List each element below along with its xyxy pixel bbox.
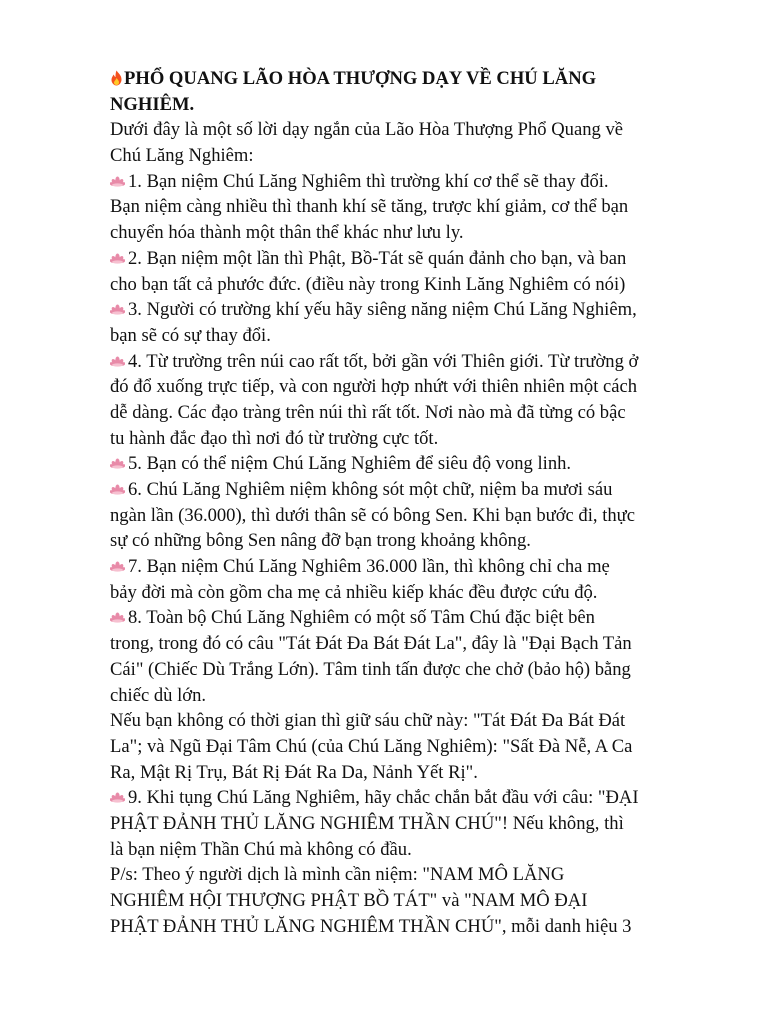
item-line [110, 503, 700, 529]
line-text: tu hành đắc đạo thì nơi đó từ trường cực tốt. [110, 427, 439, 449]
item-line [110, 657, 700, 683]
line-text: chiếc dù lớn. [110, 684, 207, 706]
line-text: 4. Từ trường trên núi cao rất tốt, bởi gần với Thiên giới. Từ trường ở [128, 350, 639, 372]
item-line [110, 631, 700, 657]
item-line [110, 246, 700, 272]
line-text: 3. Người có trường khí yếu hãy siêng năng niệm Chú Lăng Nghiêm, [128, 299, 637, 321]
item-line [110, 888, 700, 914]
note-paragraph [110, 862, 700, 939]
intro-line [110, 117, 700, 143]
lotus-icon [110, 785, 125, 796]
item-line [110, 297, 700, 323]
lotus-icon [110, 451, 125, 462]
line-text: là bạn niệm Thần Chú mà không có đầu. [110, 838, 412, 860]
teaching-item [110, 169, 700, 246]
item-line [110, 837, 700, 863]
item-line [110, 734, 700, 760]
lotus-icon [110, 349, 125, 360]
item-line [110, 451, 700, 477]
item-line [110, 605, 700, 631]
teaching-item [110, 554, 700, 605]
teaching-item [110, 785, 700, 862]
lotus-icon [110, 554, 125, 565]
line-text: Bạn niệm càng nhiều thì thanh khí sẽ tăng, trược khí giảm, cơ thể bạn [110, 196, 629, 218]
teaching-item [110, 349, 700, 452]
line-text: Chú Lăng Nghiêm: [110, 145, 254, 167]
line-text: 8. Toàn bộ Chú Lăng Nghiêm có một số Tâm Chú đặc biệt bên [128, 607, 595, 629]
line-text: cho bạn tất cả phước đức. (điều này trong Kinh Lăng Nghiêm có nói) [110, 273, 626, 295]
line-text: 5. Bạn có thể niệm Chú Lăng Nghiêm để siêu độ vong linh. [128, 453, 572, 475]
item-line [110, 785, 700, 811]
line-text: Cái" (Chiếc Dù Trắng Lớn). Tâm tinh tấn được che chở (bảo hộ) bằng [110, 658, 631, 680]
item-line [110, 862, 700, 888]
item-line [110, 708, 700, 734]
document-page [110, 66, 700, 939]
intro-line [110, 143, 700, 169]
item-line [110, 169, 700, 195]
item-line [110, 426, 700, 452]
line-text: P/s: Theo ý người dịch là mình cần niệm: "NAM MÔ LĂNG [110, 864, 565, 886]
lotus-icon [110, 477, 125, 488]
item-line [110, 914, 700, 940]
item-line [110, 528, 700, 554]
line-text: Ra, Mật Rị Trụ, Bát Rị Đát Ra Da, Nảnh Yết Rị". [110, 761, 478, 783]
line-text: Nếu bạn không có thời gian thì giữ sáu chữ này: "Tát Đát Đa Bát Đát [110, 710, 626, 732]
lotus-icon [110, 246, 125, 257]
teaching-item [110, 246, 700, 297]
line-text: PHỔ QUANG LÃO HÒA THƯỢNG DẠY VỀ CHÚ LĂNG [124, 68, 597, 89]
item-line [110, 683, 700, 709]
line-text: ngàn lần (36.000), thì dưới thân sẽ có bông Sen. Khi bạn bước đi, thực [110, 504, 635, 526]
line-text: dễ dàng. Các đạo tràng trên núi thì rất tốt. Nơi nào mà đã từng có bậc [110, 401, 626, 423]
line-text: NGHIÊM. [110, 93, 195, 115]
item-line [110, 349, 700, 375]
item-line [110, 554, 700, 580]
line-text: bảy đời mà còn gồm cha mẹ cả nhiều kiếp khác đều được cứu độ. [110, 581, 598, 603]
lotus-icon [110, 297, 125, 308]
line-text: PHẬT ĐẢNH THỦ LĂNG NGHIÊM THẦN CHÚ", mỗi danh hiệu 3 [110, 915, 632, 937]
line-text: trong, trong đó có câu "Tát Đát Đa Bát Đát La", đây là "Đại Bạch Tản [110, 633, 632, 655]
intro-paragraph [110, 117, 700, 168]
note-paragraph [110, 708, 700, 785]
item-line [110, 220, 700, 246]
line-text: La"; và Ngũ Đại Tâm Chú (của Chú Lăng Nghiêm): "Sất Đà Nễ, A Ca [110, 735, 633, 757]
line-text: đó đổ xuống trực tiếp, và con người hợp nhứt với thiên nhiên một cách [110, 376, 638, 398]
title-line [110, 92, 700, 118]
item-line [110, 323, 700, 349]
line-text: 7. Bạn niệm Chú Lăng Nghiêm 36.000 lần, thì không chỉ cha mẹ [128, 556, 610, 578]
title-line [110, 66, 700, 92]
lotus-icon [110, 169, 125, 180]
line-text: 1. Bạn niệm Chú Lăng Nghiêm thì trường khí cơ thể sẽ thay đổi. [128, 170, 609, 192]
line-text: bạn sẽ có sự thay đổi. [110, 324, 271, 346]
item-line [110, 272, 700, 298]
line-text: NGHIÊM HỘI THƯỢNG PHẬT BỒ TÁT" và "NAM MÔ ĐẠI [110, 890, 588, 911]
line-text: 6. Chú Lăng Nghiêm niệm không sót một chữ, niệm ba mươi sáu [128, 479, 613, 500]
teaching-item [110, 605, 700, 708]
item-line [110, 400, 700, 426]
document-title [110, 66, 700, 117]
item-line [110, 477, 700, 503]
lotus-icon [110, 605, 125, 616]
fire-icon [110, 68, 123, 84]
teaching-item [110, 297, 700, 348]
line-text: chuyển hóa thành một thân thể khác như lưu ly. [110, 222, 464, 244]
line-text: sự có những bông Sen nâng đỡ bạn trong khoảng không. [110, 530, 531, 552]
item-line [110, 811, 700, 837]
item-line [110, 194, 700, 220]
item-line [110, 374, 700, 400]
line-text: 9. Khi tụng Chú Lăng Nghiêm, hãy chắc chắn bắt đầu với câu: "ĐẠI [128, 787, 639, 809]
teaching-item [110, 451, 700, 477]
item-line [110, 580, 700, 606]
teaching-item [110, 477, 700, 554]
line-text: 2. Bạn niệm một lần thì Phật, Bồ-Tát sẽ quán đảnh cho bạn, và ban [128, 247, 627, 269]
line-text: Dưới đây là một số lời dạy ngắn của Lão Hòa Thượng Phổ Quang về [110, 119, 624, 141]
item-line [110, 760, 700, 786]
line-text: PHẬT ĐẢNH THỦ LĂNG NGHIÊM THẦN CHÚ"! Nếu không, thì [110, 812, 624, 834]
